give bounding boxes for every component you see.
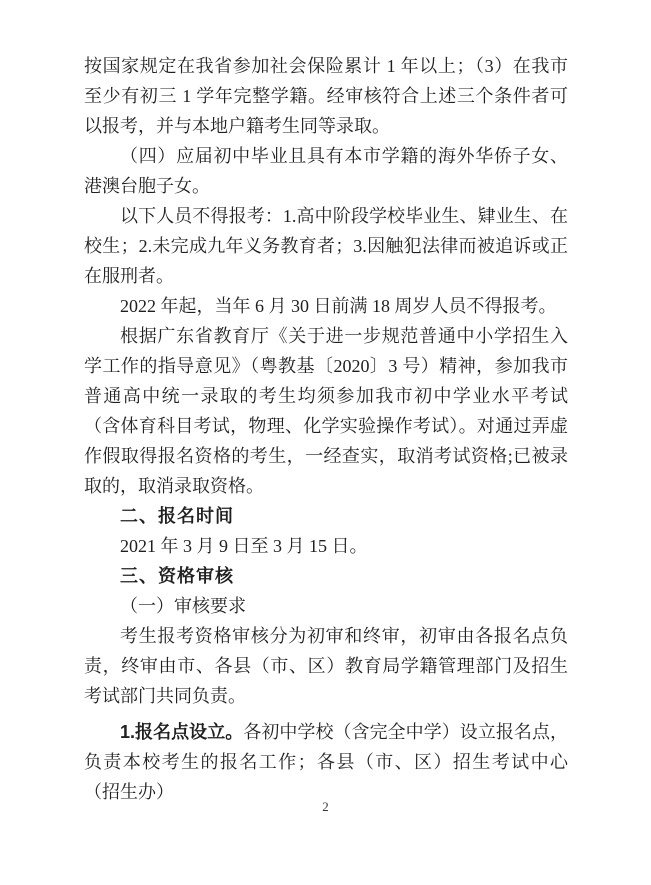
paragraph-registration-dates: 2021 年 3 月 9 日至 3 月 15 日。: [120, 536, 368, 556]
document-body: [84, 51, 568, 807]
paragraph-lead-rest: 各初中学校（含完全中学）设立报名点，负责本校考生的报名工作；各县（市、区）招生考试中心（招生办）: [84, 722, 569, 802]
page-number: 2: [322, 799, 329, 814]
paragraph-provincial-policy: 根据广东省教育厅《关于进一步规范普通中小学招生入学工作的指导意见》（粤教基〔2020〕3 号）精神，参加我市普通高中统一录取的考生均须参加我市初中学业水平考试（含体育科目考试，物理、化学实验操作考试）。对通过弄虚作假取得报名资格的考生，一经查实，取消考试资格;已被录取的，取消录取资格。: [84, 326, 568, 496]
section-heading-qualification-review: 三、资格审核: [120, 566, 234, 586]
paragraph-item-four-overseas-children: （四）应届初中毕业且具有本市学籍的海外华侨子女、港澳台胞子女。: [84, 146, 568, 196]
subsection-heading-review-requirements: （一）审核要求: [120, 596, 246, 616]
paragraph-review-process: 考生报考资格审核分为初审和终审，初审由各报名点负责，终审由市、各县（市、区）教育局学籍管理部门及招生考试部门共同负责。: [84, 626, 568, 706]
paragraph-registration-points: [84, 717, 568, 807]
paragraph-age-limit: 2022 年起，当年 6 月 30 日前满 18 周岁人员不得报考。: [120, 296, 557, 316]
page-footer: [0, 798, 651, 816]
paragraph-ineligible-persons: 以下人员不得报考：1.高中阶段学校毕业生、肄业生、在校生；2.未完成九年义务教育者；3.因触犯法律而被追诉或正在服刑者。: [84, 206, 568, 286]
section-heading-registration-time: 二、报名时间: [120, 506, 234, 526]
paragraph-social-insurance-continuation: 按国家规定在我省参加社会保险累计 1 年以上；（3）在我市至少有初三 1 学年完整学籍。经审核符合上述三个条件者可以报考，并与本地户籍考生同等录取。: [84, 56, 568, 136]
paragraph-lead-bold: 1.报名点设立。: [120, 722, 244, 742]
